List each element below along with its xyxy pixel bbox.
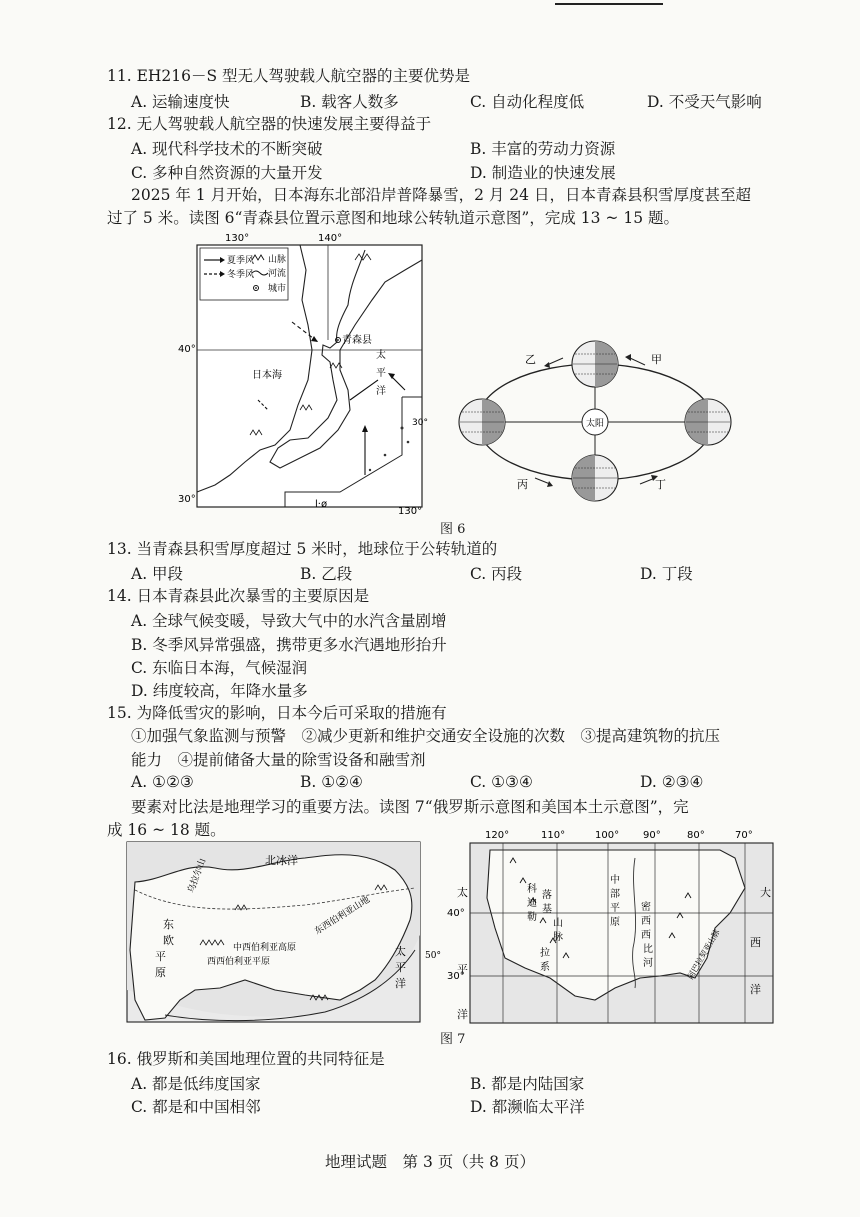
legend-mountain: 山脉 (268, 255, 287, 265)
q13-stem: 13. 当青森县积雪厚度超过 5 米时，地球位于公转轨道的 (107, 540, 498, 558)
q16-option-a[interactable]: A. 都是低纬度国家 (131, 1075, 261, 1093)
pac-us-1: 太 (457, 886, 468, 899)
q11-option-b[interactable]: B. 载客人数多 (300, 93, 399, 111)
miss-5: 河 (643, 958, 653, 969)
lat-30: 30° (178, 494, 196, 505)
cord-1: 科 (527, 884, 537, 895)
lon-110: 110° (541, 830, 566, 841)
lat-40-us: 40° (447, 908, 465, 919)
top-rule (555, 3, 663, 5)
lat-40: 40° (178, 344, 196, 355)
ural-label: 乌拉尔山 (186, 857, 209, 895)
east-eu-label-3: 平 (155, 950, 166, 963)
q12-option-d[interactable]: D. 制造业的快速发展 (470, 164, 616, 182)
rocky-2: 基 (542, 904, 552, 915)
plains-4: 原 (610, 917, 620, 928)
q12-option-a[interactable]: A. 现代科学技术的不断突破 (131, 140, 323, 158)
lon-80: 80° (687, 830, 705, 841)
q11-option-a[interactable]: A. 运输速度快 (131, 93, 230, 111)
legend-city: 城市 (268, 284, 287, 294)
plains-3: 平 (610, 903, 620, 914)
q11-stem: 11. EH216－S 型无人驾驶载人航空器的主要优势是 (107, 67, 471, 85)
pac-us-2: 平 (457, 963, 468, 976)
lat-30-inset: 30° (412, 418, 428, 428)
q16-stem: 16. 俄罗斯和美国地理位置的共同特征是 (107, 1050, 385, 1068)
legend-winter-monsoon: 冬季风 (227, 270, 255, 280)
q15-items-line2: 能力 ④提前储备大量的除雪设备和融雪剂 (131, 751, 426, 769)
rocky-1: 落 (542, 890, 552, 901)
fig6-caption: 图 6 (440, 522, 466, 537)
pac-us-3: 洋 (457, 1008, 468, 1021)
earth-top (572, 341, 618, 387)
rocky-4: 脉 (553, 932, 563, 943)
pacific-label-3: 洋 (376, 386, 386, 397)
segment-bing: 丙 (517, 478, 528, 491)
russia-map (125, 840, 441, 1026)
plains-2: 部 (610, 889, 620, 900)
lon-100: 100° (595, 830, 620, 841)
q13-option-b[interactable]: B. 乙段 (300, 565, 353, 583)
intro2-line2: 成 16 ~ 18 题。 (107, 821, 226, 839)
orbit-diagram (455, 330, 740, 505)
q11-option-c[interactable]: C. 自动化程度低 (470, 93, 585, 111)
q16-option-c[interactable]: C. 都是和中国相邻 (131, 1098, 261, 1116)
segment-yi: 乙 (525, 353, 536, 366)
lon-130-bottom: 130° (398, 506, 423, 517)
q14-option-b[interactable]: B. 冬季风异常强盛，携带更多水汽遇地形抬升 (131, 636, 447, 654)
fig7-caption: 图 7 (440, 1032, 466, 1047)
q14-option-a[interactable]: A. 全球气候变暖，导致大气中的水汽含量剧增 (131, 612, 447, 630)
cord-3: 勒 (527, 912, 537, 923)
q15-option-a[interactable]: A. ①②③ (131, 773, 194, 791)
segment-ding: 丁 (655, 478, 666, 491)
intro1-line2: 过了 5 米。读图 6“青森县位置示意图和地球公转轨道示意图”，完成 13 ~ 15 题。 (107, 209, 679, 227)
segment-jia: 甲 (651, 353, 662, 366)
lat-30-us: 30° (447, 971, 465, 982)
legend-summer-monsoon: 夏季风 (227, 256, 255, 266)
atl-2: 西 (750, 936, 761, 949)
pac-ru-2: 平 (395, 961, 406, 974)
miss-3: 西 (641, 930, 651, 941)
q16-option-b[interactable]: B. 都是内陆国家 (470, 1075, 585, 1093)
aomori-label: 青森县 (342, 335, 372, 346)
cord-5: 系 (540, 962, 550, 973)
atl-1: 大 (760, 886, 771, 899)
q15-option-d[interactable]: D. ②③④ (640, 773, 704, 791)
q13-option-d[interactable]: D. 丁段 (640, 565, 693, 583)
q15-option-c[interactable]: C. ①③④ (470, 773, 533, 791)
svg-text:l·ø: l·ø (315, 499, 328, 510)
lon-70: 70° (735, 830, 753, 841)
q14-option-d[interactable]: D. 纬度较高，年降水量多 (131, 682, 308, 700)
q13-option-a[interactable]: A. 甲段 (131, 565, 184, 583)
q14-stem: 14. 日本青森县此次暴雪的主要原因是 (107, 587, 370, 605)
legend-river: 河流 (268, 269, 287, 279)
q12-option-b[interactable]: B. 丰富的劳动力资源 (470, 140, 616, 158)
arctic-ocean-label: 北冰洋 (265, 854, 298, 867)
w-siberian-plain-label: 西西伯利亚平原 (207, 957, 271, 967)
page-footer: 地理试题 第 3 页（共 8 页） (325, 1153, 535, 1171)
east-eu-label-2: 欧 (163, 934, 174, 947)
earth-right (685, 399, 731, 445)
sun-label: 太阳 (586, 419, 605, 429)
pacific-label-1: 太 (376, 350, 386, 361)
q15-stem: 15. 为降低雪灾的影响，日本今后可采取的措施有 (107, 704, 447, 722)
miss-4: 比 (643, 944, 653, 955)
plains-1: 中 (610, 875, 620, 886)
lat-50-label: 50° (425, 951, 441, 961)
q15-option-b[interactable]: B. ①②④ (300, 773, 363, 791)
c-siberian-plateau-label: 中西伯利亚高原 (233, 943, 297, 953)
cord-2: 迪 (527, 898, 537, 909)
q14-option-c[interactable]: C. 东临日本海，气候湿润 (131, 659, 308, 677)
atl-3: 洋 (750, 983, 761, 996)
east-eu-label-1: 东 (163, 918, 174, 931)
q11-option-d[interactable]: D. 不受天气影响 (647, 93, 762, 111)
usa-map (445, 828, 775, 1028)
earth-bottom (572, 455, 618, 501)
intro2-line1: 要素对比法是地理学习的重要方法。读图 7“俄罗斯示意图和美国本土示意图”，完 (131, 798, 689, 816)
q12-option-c[interactable]: C. 多种自然资源的大量开发 (131, 164, 323, 182)
sea-of-japan-label: 日本海 (252, 370, 282, 381)
miss-1: 密 (641, 902, 651, 913)
pacific-label-2: 平 (376, 368, 386, 379)
pac-ru-3: 洋 (395, 977, 406, 990)
lon-140-top: 140° (318, 233, 343, 244)
lon-90: 90° (643, 830, 661, 841)
lon-130-top: 130° (225, 233, 250, 244)
miss-2: 西 (641, 916, 651, 927)
pac-ru-1: 太 (395, 945, 406, 958)
rocky-3: 山 (553, 918, 563, 929)
q15-items-line1: ①加强气象监测与预警 ②减少更新和维护交通安全设施的次数 ③提高建筑物的抗压 (131, 727, 721, 745)
q13-option-c[interactable]: C. 丙段 (470, 565, 523, 583)
q16-option-d[interactable]: D. 都濒临太平洋 (470, 1098, 585, 1116)
appalachian-label: 阿巴拉契亚山脉 (685, 927, 722, 981)
q12-stem: 12. 无人驾驶载人航空器的快速发展主要得益于 (107, 115, 432, 133)
east-eu-label-4: 原 (155, 966, 166, 979)
intro1-line1: 2025 年 1 月开始，日本海东北部沿岸普降暴雪，2 月 24 日，日本青森县积雪厚度甚至超 (131, 186, 751, 204)
e-siberian-mountains-label: 东西伯利亚山地 (313, 895, 372, 937)
cord-4: 拉 (540, 948, 550, 959)
earth-left (459, 399, 505, 445)
japan-map (178, 230, 430, 517)
lon-120: 120° (485, 830, 510, 841)
